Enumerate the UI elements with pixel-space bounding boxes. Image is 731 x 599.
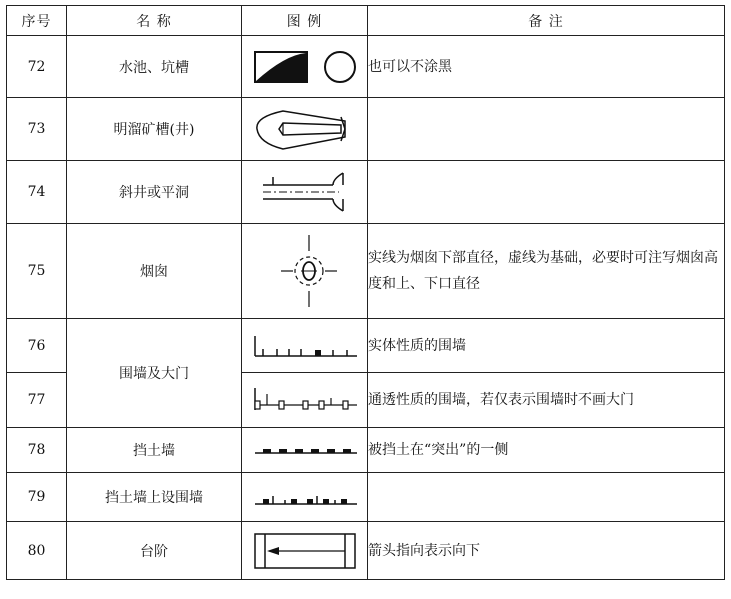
row-number: 76	[7, 319, 67, 373]
row-number: 77	[7, 373, 67, 428]
table-row	[7, 319, 725, 373]
row-number: 73	[7, 98, 67, 161]
table-row	[7, 428, 725, 473]
row-remark	[368, 161, 725, 224]
header-name: 名 称	[67, 6, 242, 36]
row-number: 78	[7, 428, 67, 473]
row-remark: 通透性质的围墙，若仅表示围墙时不画大门	[368, 373, 725, 428]
pool-pit-symbol	[242, 36, 368, 98]
row-name: 烟囱	[67, 224, 242, 319]
row-number: 72	[7, 36, 67, 98]
row-remark	[368, 473, 725, 522]
row-name: 明溜矿槽(井)	[67, 98, 242, 161]
chimney-symbol	[242, 224, 368, 319]
table-row	[7, 98, 725, 161]
retaining-wall-fence-symbol	[242, 473, 368, 522]
row-remark	[368, 98, 725, 161]
row-number: 79	[7, 473, 67, 522]
table-row	[7, 473, 725, 522]
row-remark: 实线为烟囱下部直径，虚线为基础，必要时可注写烟囱高度和上、下口直径	[368, 224, 725, 319]
legend-table	[6, 5, 725, 580]
header-remark: 备 注	[368, 6, 725, 36]
row-name: 水池、坑槽	[67, 36, 242, 98]
header-number: 序号	[7, 6, 67, 36]
table-row	[7, 161, 725, 224]
row-name: 挡土墙上设围墙	[67, 473, 242, 522]
table-row	[7, 522, 725, 580]
row-number: 75	[7, 224, 67, 319]
row-remark: 被挡土在“突出”的一侧	[368, 428, 725, 473]
row-remark: 实体性质的围墙	[368, 319, 725, 373]
row-remark: 箭头指向表示向下	[368, 522, 725, 580]
solid-wall-symbol	[242, 319, 368, 373]
row-name: 挡土墙	[67, 428, 242, 473]
ore-chute-symbol	[242, 98, 368, 161]
table-row	[7, 224, 725, 319]
row-name: 斜井或平洞	[67, 161, 242, 224]
open-wall-symbol	[242, 373, 368, 428]
table-row	[7, 36, 725, 98]
row-remark: 也可以不涂黑	[368, 36, 725, 98]
row-name: 台阶	[67, 522, 242, 580]
row-number: 74	[7, 161, 67, 224]
steps-symbol	[242, 522, 368, 580]
row-name: 围墙及大门	[67, 319, 242, 428]
incline-shaft-symbol	[242, 161, 368, 224]
header-legend: 图 例	[242, 6, 368, 36]
retaining-wall-symbol	[242, 428, 368, 473]
row-number: 80	[7, 522, 67, 580]
header-row	[7, 6, 725, 36]
